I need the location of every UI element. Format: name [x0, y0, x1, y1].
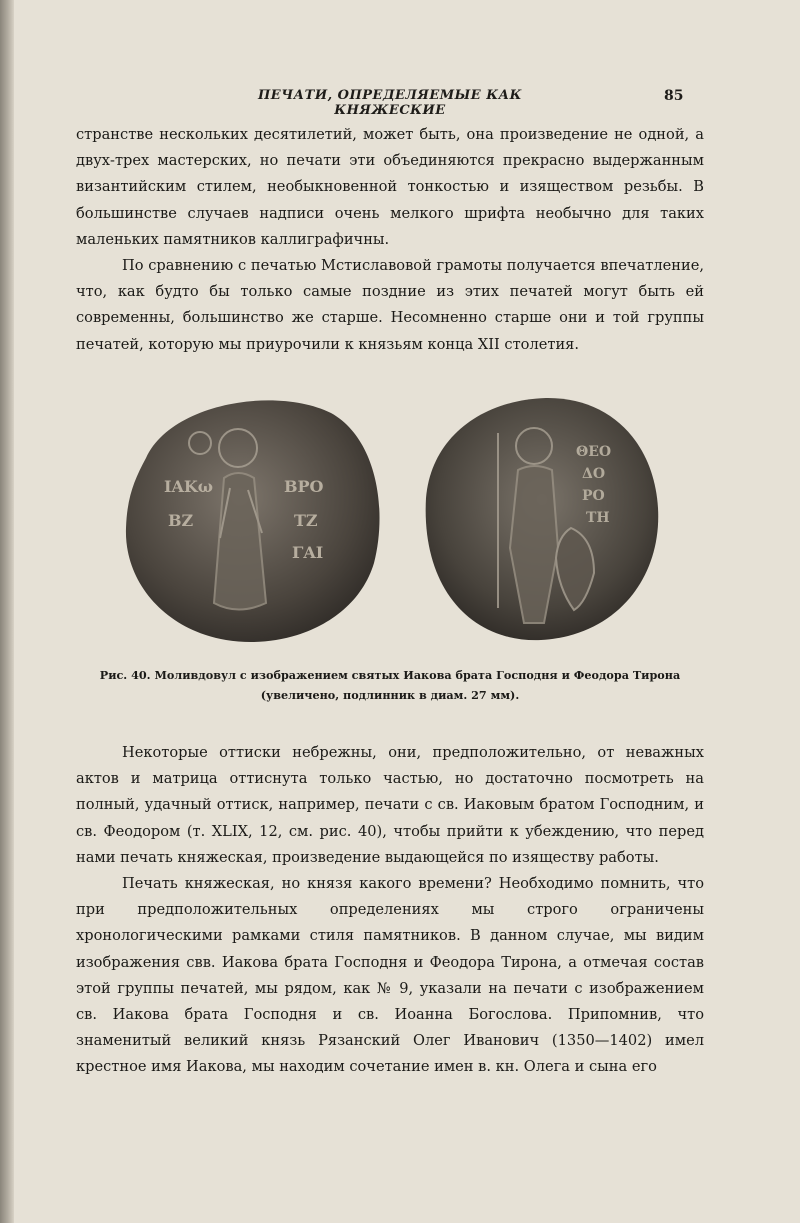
caption-label: Рис. 40. — [99, 668, 151, 682]
caption-text: Моливдовул с изображением святых Иакова брата Господня и Феодора Тирона (увеличено, подлинник в диам. 27 мм). — [154, 668, 681, 702]
book-page — [14, 0, 800, 1223]
seal-inscription: ΡΟ — [582, 488, 605, 504]
figure-caption — [76, 665, 704, 705]
seal-inscription: ΤΗ — [586, 510, 610, 526]
right-seal-image — [406, 388, 666, 648]
bottom-text-block — [76, 740, 704, 1081]
paragraph: странстве нескольких десятилетий, может быть, она произведение не одной, а двух-трех мастерских, но печати эти объединяются прекрасно выдержанным византийским стилем, необыкновенной тонкостью и изяществом резьбы. В большинстве случаев надписи очень мелкого шрифта необычно для таких маленьких памятников каллиграфичны. — [76, 126, 704, 248]
page-header — [14, 88, 800, 118]
seal-inscription: ΒΡΟ — [284, 477, 324, 496]
running-head: ПЕЧАТИ, ОПРЕДЕЛЯЕМЫЕ КАК КНЯЖЕСКИЕ — [258, 88, 522, 118]
figure-seals — [76, 388, 704, 653]
seal-inscription: ΔΟ — [582, 466, 606, 482]
seal-inscription: ΒΖ — [168, 511, 194, 530]
seal-inscription: ΙΑΚω — [164, 477, 214, 496]
left-seal-image — [116, 388, 384, 648]
paragraph: По сравнению с печатью Мстиславовой грамоты получается впечатление, что, как будто бы только самые поздние из этих печатей могут быть ей современны, большинство же старше. Несомненно старше они и той группы печатей, которую мы приурочили к князьям конца XII столетия. — [76, 257, 704, 353]
top-text-block — [76, 122, 704, 358]
seal-inscription: ΤΖ — [294, 511, 318, 530]
book-spine-shadow — [0, 0, 14, 1223]
seal-inscription: ΓΑΙ — [292, 543, 324, 562]
page-number: 85 — [664, 88, 684, 104]
paragraph: Некоторые оттиски небрежны, они, предположительно, от неважных актов и матрица оттиснута только частью, но достаточно посмотреть на полный, удачный оттиск, например, печати с св. Иаковым братом Господним, и св. Феодором (т. XLIX, 12, см. рис. 40), чтобы прийти к убеждению, что перед нами печать княжеская, произведение выдающейся по изяществу работы. — [76, 744, 704, 866]
paragraph: Печать княжеская, но князя какого времени? Необходимо помнить, что при предположительных определениях мы строго ограничены хронологическими рамками стиля памятников. В данном случае, мы видим изображения свв. Иакова брата Господня и Феодора Тирона, а отмечая состав этой группы печатей, мы рядом, как № 9, указали на печати с изображением св. Иакова брата Господня и св. Иоанна Богослова. Припомнив, что знаменитый великий князь Рязанский Олег Иванович (1350—1402) имел крестное имя Иакова, мы находим сочетание имен в. кн. Олега и сына его — [76, 875, 704, 1076]
seal-inscription: ΘΕΟ — [576, 444, 612, 460]
